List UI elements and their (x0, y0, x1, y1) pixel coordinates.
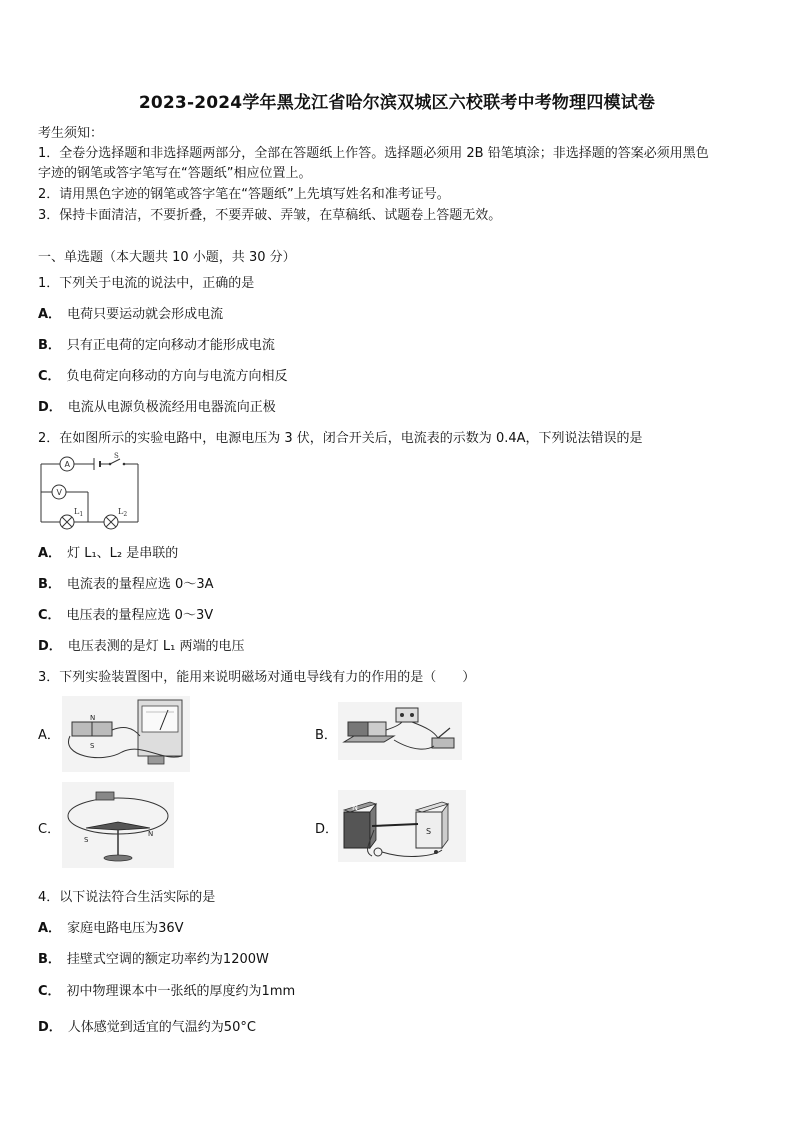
switch-contact (109, 463, 112, 466)
ammeter-label: A (64, 460, 70, 469)
switch-label: S (114, 452, 119, 460)
q4-option-b: B． 挂壁式空调的额定功率约为1200W (38, 952, 269, 967)
fig-label: N (352, 803, 358, 812)
notice-item: 字迹的钢笔或答字笔写在“答题纸”相应位置上。 (38, 166, 312, 181)
lamp2-label: $L_2$ (118, 507, 128, 518)
switch-contact (123, 463, 126, 466)
q3-option-a-label: A． (38, 728, 60, 743)
q3-figure-b (338, 702, 462, 760)
fig-label: S (426, 827, 432, 836)
q1-option-d: D． 电流从电源负极流经用电器流向正极 (38, 400, 276, 415)
notice-item: 2．请用黑色字迹的钢笔或答字笔在“答题纸”上先填写姓名和准考证号。 (38, 187, 450, 202)
q2-option-c: C． 电压表的量程应选 0～3V (38, 608, 214, 623)
q2-stem: 2．在如图所示的实验电路中，电源电压为 3 伏，闭合开关后，电流表的示数为 0.4A，下列说法错误的是 (38, 431, 643, 446)
q1-stem: 1．下列关于电流的说法中，正确的是 (38, 276, 255, 291)
q3-option-c-label: C． (38, 822, 61, 837)
q3-figure-c (62, 782, 174, 868)
voltmeter-label: V (56, 488, 62, 497)
page-title: 2023-2024学年黑龙江省哈尔滨双城区六校联考中考物理四模试卷 (138, 93, 656, 113)
q3-stem: 3．下列实验装置图中，能用来说明磁场对通电导线有力的作用的是（ ） (38, 670, 476, 685)
q1-option-b: B． 只有正电荷的定向移动才能形成电流 (38, 338, 275, 353)
q4-option-d: D． 人体感觉到适宜的气温约为50°C (38, 1020, 256, 1035)
notice-item: 1．全卷分选择题和非选择题两部分，全部在答题纸上作答。选择题必须用 2B 铅笔填涂；非选择题的答案必须用黑色 (38, 146, 709, 161)
fig-label: S (84, 836, 89, 844)
lamp-icon (104, 515, 118, 529)
notice-heading: 考生须知： (38, 126, 104, 141)
q4-option-a: A． 家庭电路电压为36V (38, 921, 184, 936)
fig-label: N (148, 830, 154, 838)
q3-figure-a (62, 696, 190, 772)
q2-option-b: B． 电流表的量程应选 0～3A (38, 577, 214, 592)
q3-figure-d (338, 790, 466, 862)
lamp-icon (60, 515, 74, 529)
q1-option-a: A． 电荷只要运动就会形成电流 (38, 307, 224, 322)
circuit-diagram (38, 452, 144, 532)
fig-label: N (90, 714, 96, 722)
q4-stem: 4．以下说法符合生活实际的是 (38, 890, 216, 905)
q3-option-d-label: D． (315, 822, 339, 837)
fig-label: S (90, 742, 95, 750)
q2-option-d: D． 电压表测的是灯 L₁ 两端的电压 (38, 639, 245, 654)
q1-option-c: C． 负电荷定向移动的方向与电流方向相反 (38, 369, 288, 384)
lamp1-label: $L_1$ (74, 507, 84, 518)
q3-option-b-label: B． (315, 728, 337, 743)
q4-option-c: C． 初中物理课本中一张纸的厚度约为1mm (38, 984, 296, 999)
notice-item: 3．保持卡面清洁，不要折叠，不要弄破、弄皱，在草稿纸、试题卷上答题无效。 (38, 208, 502, 223)
section-heading: 一、单选题（本大题共 10 小题，共 30 分） (38, 250, 296, 265)
q2-option-a: A． 灯 L₁、L₂ 是串联的 (38, 546, 179, 561)
